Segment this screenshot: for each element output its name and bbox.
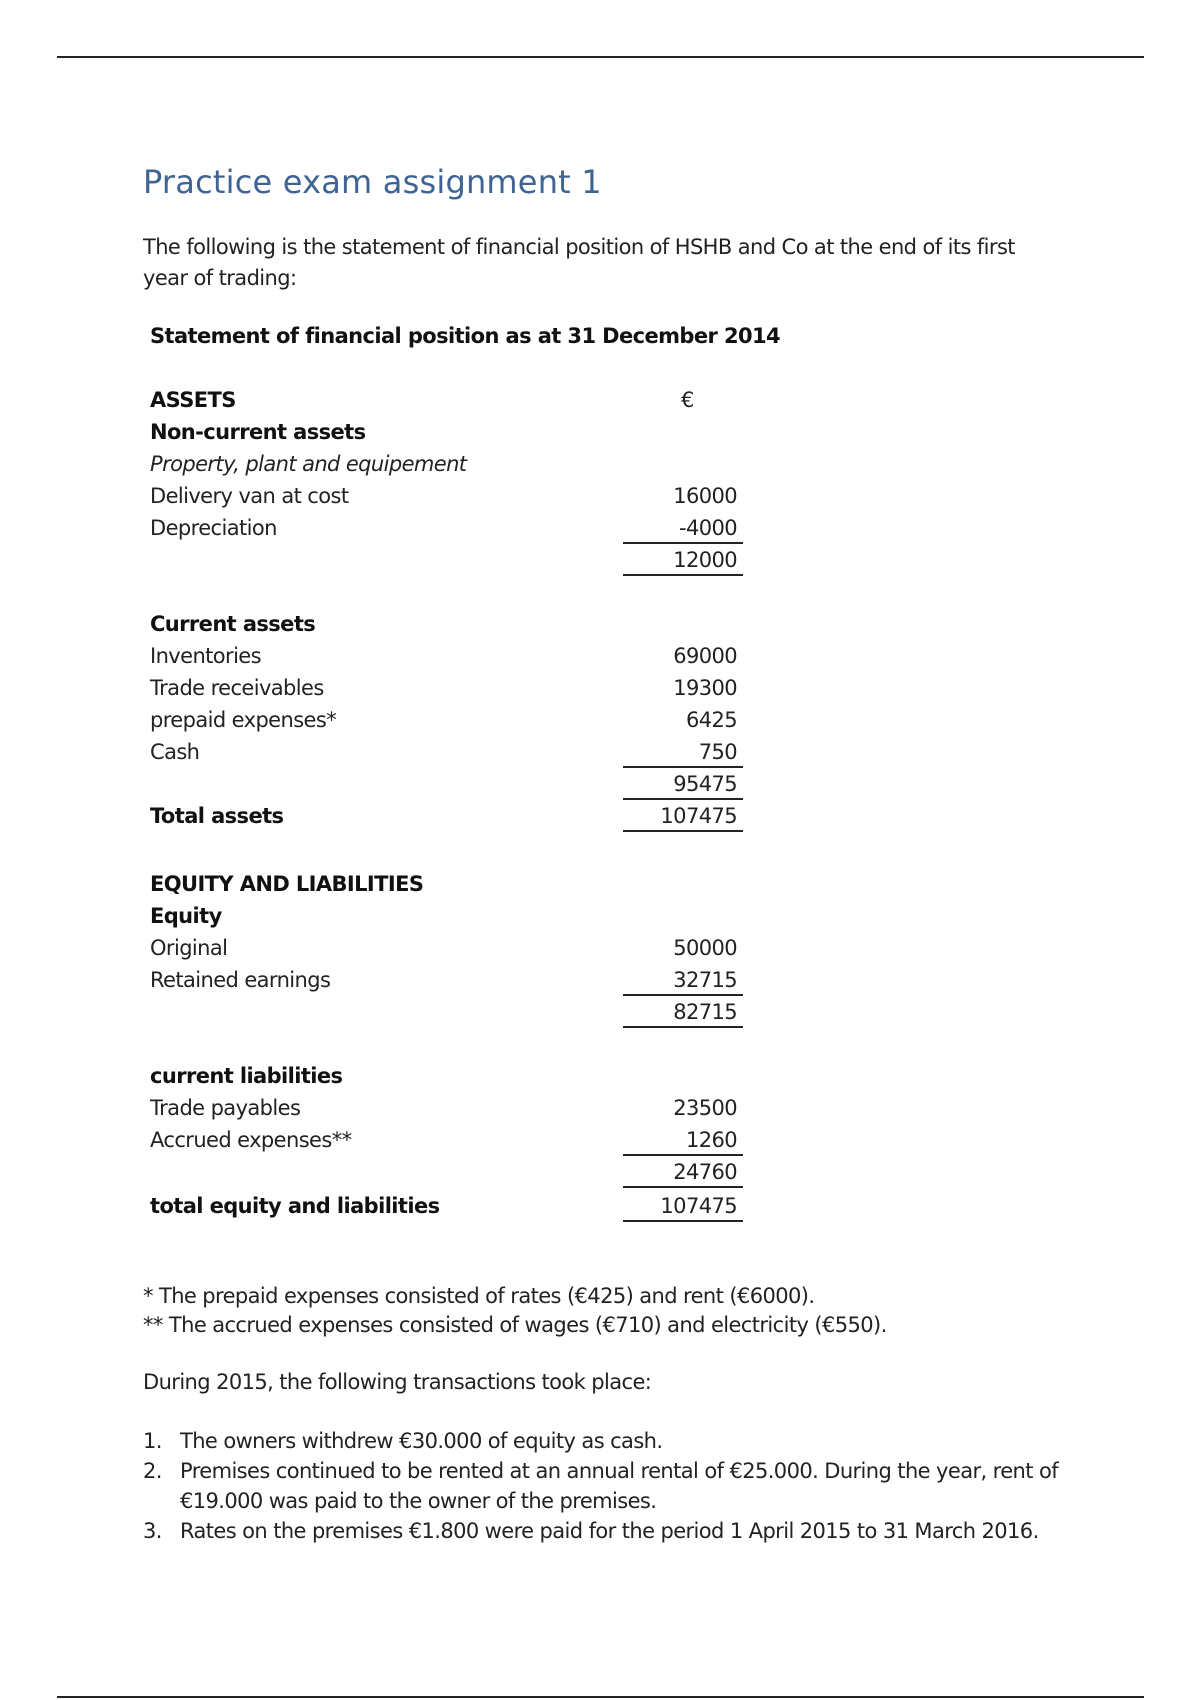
footnote-prepaid: * The prepaid expenses consisted of rates (€425) and rent (€6000). (143, 1284, 815, 1308)
table-row (150, 1094, 755, 1124)
depreciation-label: Depreciation (150, 516, 277, 540)
inventories-label: Inventories (150, 644, 261, 668)
top-rule (57, 56, 1144, 58)
prepaid-expenses-label: prepaid expenses* (150, 708, 337, 732)
list-item (143, 1516, 1063, 1546)
total-equity-liabilities-row (150, 1192, 755, 1222)
total-assets-row (150, 802, 755, 832)
non-current-assets-heading: Non-current assets (150, 420, 366, 444)
cash-value: 750 (623, 738, 743, 768)
document-title: Practice exam assignment 1 (143, 163, 602, 201)
list-item-number: 2. (143, 1459, 162, 1483)
equity-heading-row (150, 902, 755, 932)
current-assets-total: 95475 (623, 770, 743, 800)
intro-paragraph: The following is the statement of financial position of HSHB and Co at the end of its first year of trading: (143, 235, 1015, 290)
table-row (150, 1158, 755, 1188)
total-assets-label: Total assets (150, 804, 284, 828)
non-current-total: 12000 (623, 546, 743, 576)
current-liabilities-total: 24760 (623, 1158, 743, 1188)
transactions-intro: During 2015, the following transactions took place: (143, 1370, 652, 1394)
list-item (143, 1426, 1063, 1456)
cash-label: Cash (150, 740, 200, 764)
current-liabilities-heading: current liabilities (150, 1064, 343, 1088)
current-assets-heading: Current assets (150, 612, 316, 636)
table-row (150, 674, 755, 704)
ppe-heading: Property, plant and equipement (150, 452, 467, 476)
prepaid-expenses-value: 6425 (685, 708, 737, 732)
trade-payables-label: Trade payables (150, 1096, 301, 1120)
list-item (143, 1456, 1063, 1516)
currency-symbol: € (681, 388, 694, 412)
list-item-text: Premises continued to be rented at an annual rental of €25.000. During the year, rent of €19.000 was paid to the owner of the premises. (180, 1459, 1058, 1513)
list-item-text: The owners withdrew €30.000 of equity as cash. (180, 1429, 663, 1453)
table-row (150, 998, 755, 1028)
list-item-number: 1. (143, 1429, 162, 1453)
total-assets-value: 107475 (623, 802, 743, 832)
accrued-expenses-value: 1260 (623, 1126, 743, 1156)
trade-receivables-value: 19300 (673, 676, 737, 700)
table-row (150, 482, 755, 512)
retained-earnings-value: 32715 (623, 966, 743, 996)
footnotes (143, 1282, 1063, 1340)
list-item-number: 3. (143, 1519, 162, 1543)
table-row (150, 770, 755, 800)
assets-heading-row (150, 386, 755, 416)
table-row (150, 966, 755, 996)
table-row (150, 642, 755, 672)
bottom-rule (57, 1696, 1144, 1698)
depreciation-value: -4000 (623, 514, 743, 544)
equity-heading: Equity (150, 904, 222, 928)
non-current-heading-row (150, 418, 755, 448)
ppe-heading-row (150, 450, 755, 480)
total-equity-liabilities-label: total equity and liabilities (150, 1194, 440, 1218)
equity-total: 82715 (623, 998, 743, 1028)
transactions-list (143, 1426, 1063, 1546)
original-value: 50000 (673, 936, 737, 960)
table-row (150, 934, 755, 964)
inventories-value: 69000 (673, 644, 737, 668)
assets-heading: ASSETS (150, 388, 236, 412)
list-item-text: Rates on the premises €1.800 were paid for the period 1 April 2015 to 31 March 2016. (180, 1519, 1039, 1543)
retained-earnings-label: Retained earnings (150, 968, 331, 992)
delivery-van-value: 16000 (673, 484, 737, 508)
equity-liabilities-heading-row (150, 870, 755, 900)
table-row (150, 514, 755, 544)
trade-receivables-label: Trade receivables (150, 676, 324, 700)
trade-payables-value: 23500 (673, 1096, 737, 1120)
current-assets-heading-row (150, 610, 755, 640)
table-row (150, 546, 755, 576)
delivery-van-label: Delivery van at cost (150, 484, 349, 508)
equity-liabilities-heading: EQUITY AND LIABILITIES (150, 872, 424, 896)
footnote-accrued: ** The accrued expenses consisted of wages (€710) and electricity (€550). (143, 1313, 887, 1337)
statement-title: Statement of financial position as at 31 December 2014 (150, 324, 781, 348)
total-equity-liabilities-value: 107475 (623, 1192, 743, 1222)
original-label: Original (150, 936, 228, 960)
table-row (150, 1126, 755, 1156)
table-row (150, 738, 755, 768)
current-liabilities-heading-row (150, 1062, 755, 1092)
table-row (150, 706, 755, 736)
accrued-expenses-label: Accrued expenses** (150, 1128, 352, 1152)
